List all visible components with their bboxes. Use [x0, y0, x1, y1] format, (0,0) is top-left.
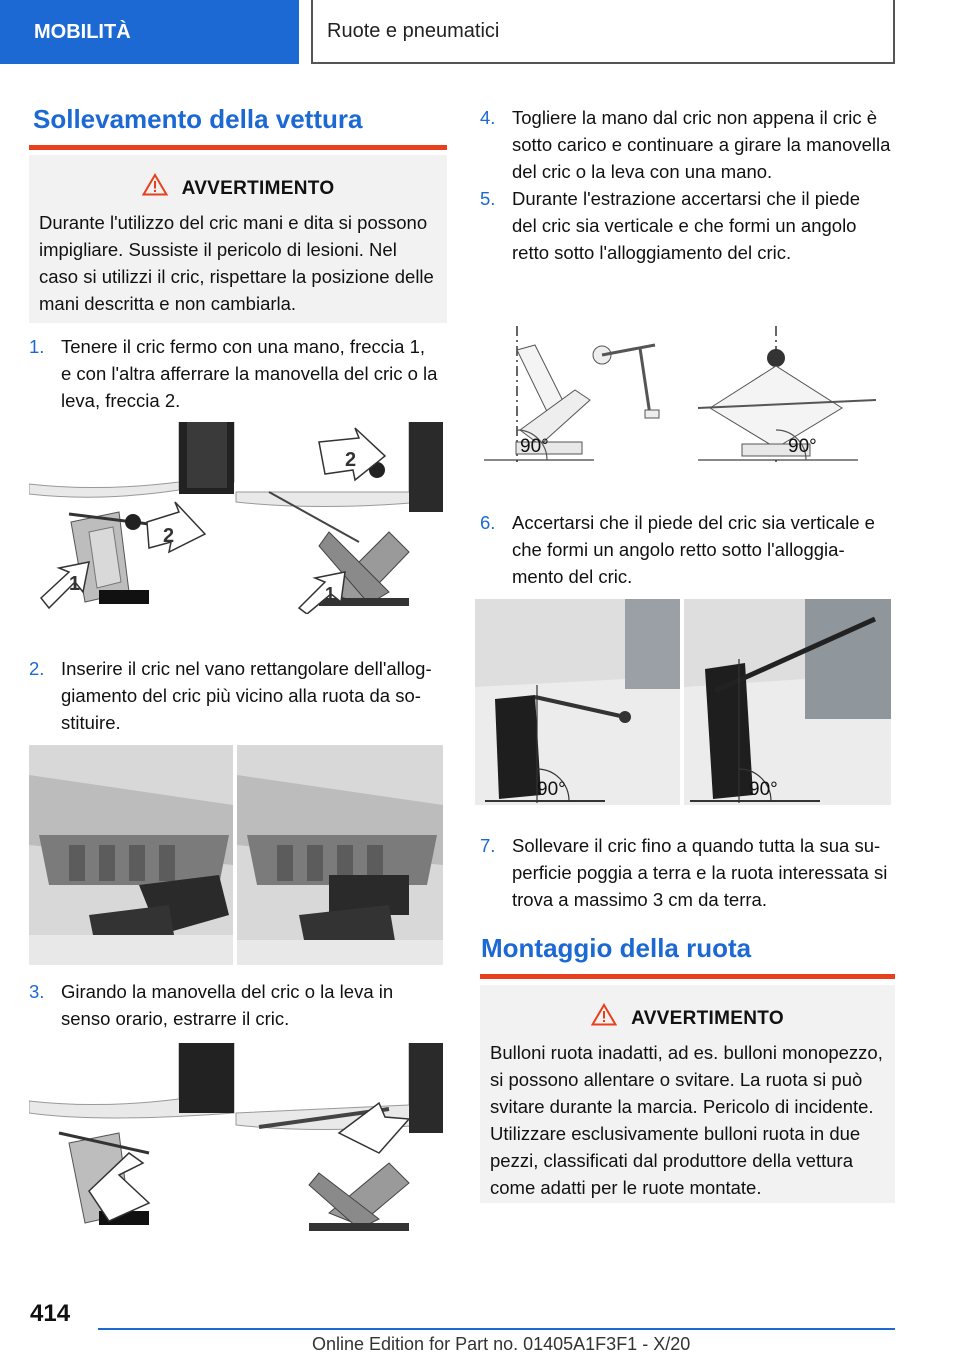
step-6 [480, 509, 895, 590]
warning-line: si possono allentare o svitare. La ruota si può [490, 1069, 863, 1090]
warning-label: AVVERTIMENTO [181, 177, 335, 199]
warning-label: AVVERTIMENTO [631, 1007, 784, 1029]
jack-extend-illustration [29, 1043, 443, 1235]
jack-angle-diagram [480, 320, 880, 470]
step-line: Tenere il cric fermo con una mano, freccia 1, [61, 336, 425, 357]
jack-hold-illustration [29, 422, 443, 614]
panel-a [29, 775, 233, 965]
title-rule [480, 974, 895, 979]
chapter-title: Ruote e pneumatici [311, 0, 895, 64]
step-line: e con l'altra afferrare la manovella del cric o la [61, 363, 438, 384]
warning-box-2 [480, 985, 895, 1203]
warning-line: impigliare. Sussiste il pericolo di lesioni. Nel [39, 239, 397, 260]
step-line: trova a massimo 3 cm da terra. [512, 889, 767, 910]
warning-triangle-icon [591, 1003, 617, 1034]
page-number: 414 [30, 1300, 71, 1327]
warning-line: Bulloni ruota inadatti, ad es. bulloni monopezzo, [490, 1042, 883, 1063]
section-title: Sollevamento della vettura [33, 104, 363, 134]
step-5 [480, 185, 895, 266]
warning-header [490, 997, 885, 1039]
step-line: che formi un angolo retto sotto l'alloggia- [512, 539, 845, 560]
step-2 [29, 655, 447, 736]
arrow-label: 1 [69, 573, 81, 595]
warning-line: caso si utilizzi il cric, rispettare la posizione delle [39, 266, 434, 287]
step-line: leva, freccia 2. [61, 390, 181, 411]
warning-box [29, 155, 447, 323]
step-3 [29, 978, 447, 1032]
step-line: senso orario, estrarre il cric. [61, 1008, 290, 1029]
arrow-label: 2 [163, 525, 175, 547]
warning-header [39, 167, 437, 209]
step-line: Sollevare il cric fino a quando tutta la sua su- [512, 835, 881, 856]
step-4 [480, 104, 895, 185]
title-rule [29, 145, 447, 150]
step-line: giamento del cric più vicino alla ruota da so- [61, 685, 421, 706]
step-line: Inserire il cric nel vano rettangolare dell'allog- [61, 658, 432, 679]
edition-text: Online Edition for Part no. 01405A1F3F1 - X/20 [312, 1334, 691, 1354]
angle-label: 90° [520, 436, 549, 457]
step-number: 5. [480, 188, 496, 209]
jack-angle-photo [475, 599, 891, 805]
angle-label: 90° [788, 436, 817, 457]
footer-rule [98, 1328, 895, 1330]
section-title-2: Montaggio della ruota [481, 933, 752, 963]
jack-socket-photo [29, 745, 443, 965]
step-number: 4. [480, 107, 496, 128]
step-line: perficie poggia a terra e la ruota interessata si [512, 862, 888, 883]
warning-line: Durante l'utilizzo del cric mani e dita si possono [39, 212, 428, 233]
angle-label: 90° [537, 779, 566, 800]
warning-line: svitare durante la marcia. Pericolo di incidente. [490, 1096, 874, 1117]
step-line: del cric sia verticale e che formi un angolo [512, 215, 857, 236]
step-number: 7. [480, 835, 496, 856]
warning-line: come adatti per le ruote montate. [490, 1177, 762, 1198]
step-line: Girando la manovella del cric o la leva in [61, 981, 394, 1002]
step-line: sotto carico e continuare a girare la manovella [512, 134, 891, 155]
angle-label: 90° [749, 779, 778, 800]
step-line: mento del cric. [512, 566, 633, 587]
warning-line: Utilizzare esclusivamente bulloni ruota in due [490, 1123, 861, 1144]
step-number: 2. [29, 658, 45, 679]
arrow-label: 1 [325, 584, 336, 604]
step-number: 6. [480, 512, 496, 533]
warning-triangle-icon [142, 173, 168, 204]
warning-line: mani descritta e non cambiarla. [39, 293, 297, 314]
warning-text [490, 1039, 885, 1201]
step-line: retto sotto l'alloggiamento del cric. [512, 242, 792, 263]
step-line: Togliere la mano dal cric non appena il cric è [512, 107, 878, 128]
step-line: stituire. [61, 712, 121, 733]
step-line: Accertarsi che il piede del cric sia verticale e [512, 512, 875, 533]
arrow-label: 2 [345, 449, 357, 471]
step-line: Durante l'estrazione accertarsi che il piede [512, 188, 861, 209]
step-number: 1. [29, 336, 45, 357]
section-tab: MOBILITÀ [0, 0, 299, 64]
step-line: del cric o la leva con una mano. [512, 161, 773, 182]
warning-line: pezzi, classificati dal produttore della vettura [490, 1150, 853, 1171]
step-7 [480, 832, 895, 913]
warning-text [39, 209, 437, 317]
step-1 [29, 333, 447, 414]
step-number: 3. [29, 981, 45, 1002]
